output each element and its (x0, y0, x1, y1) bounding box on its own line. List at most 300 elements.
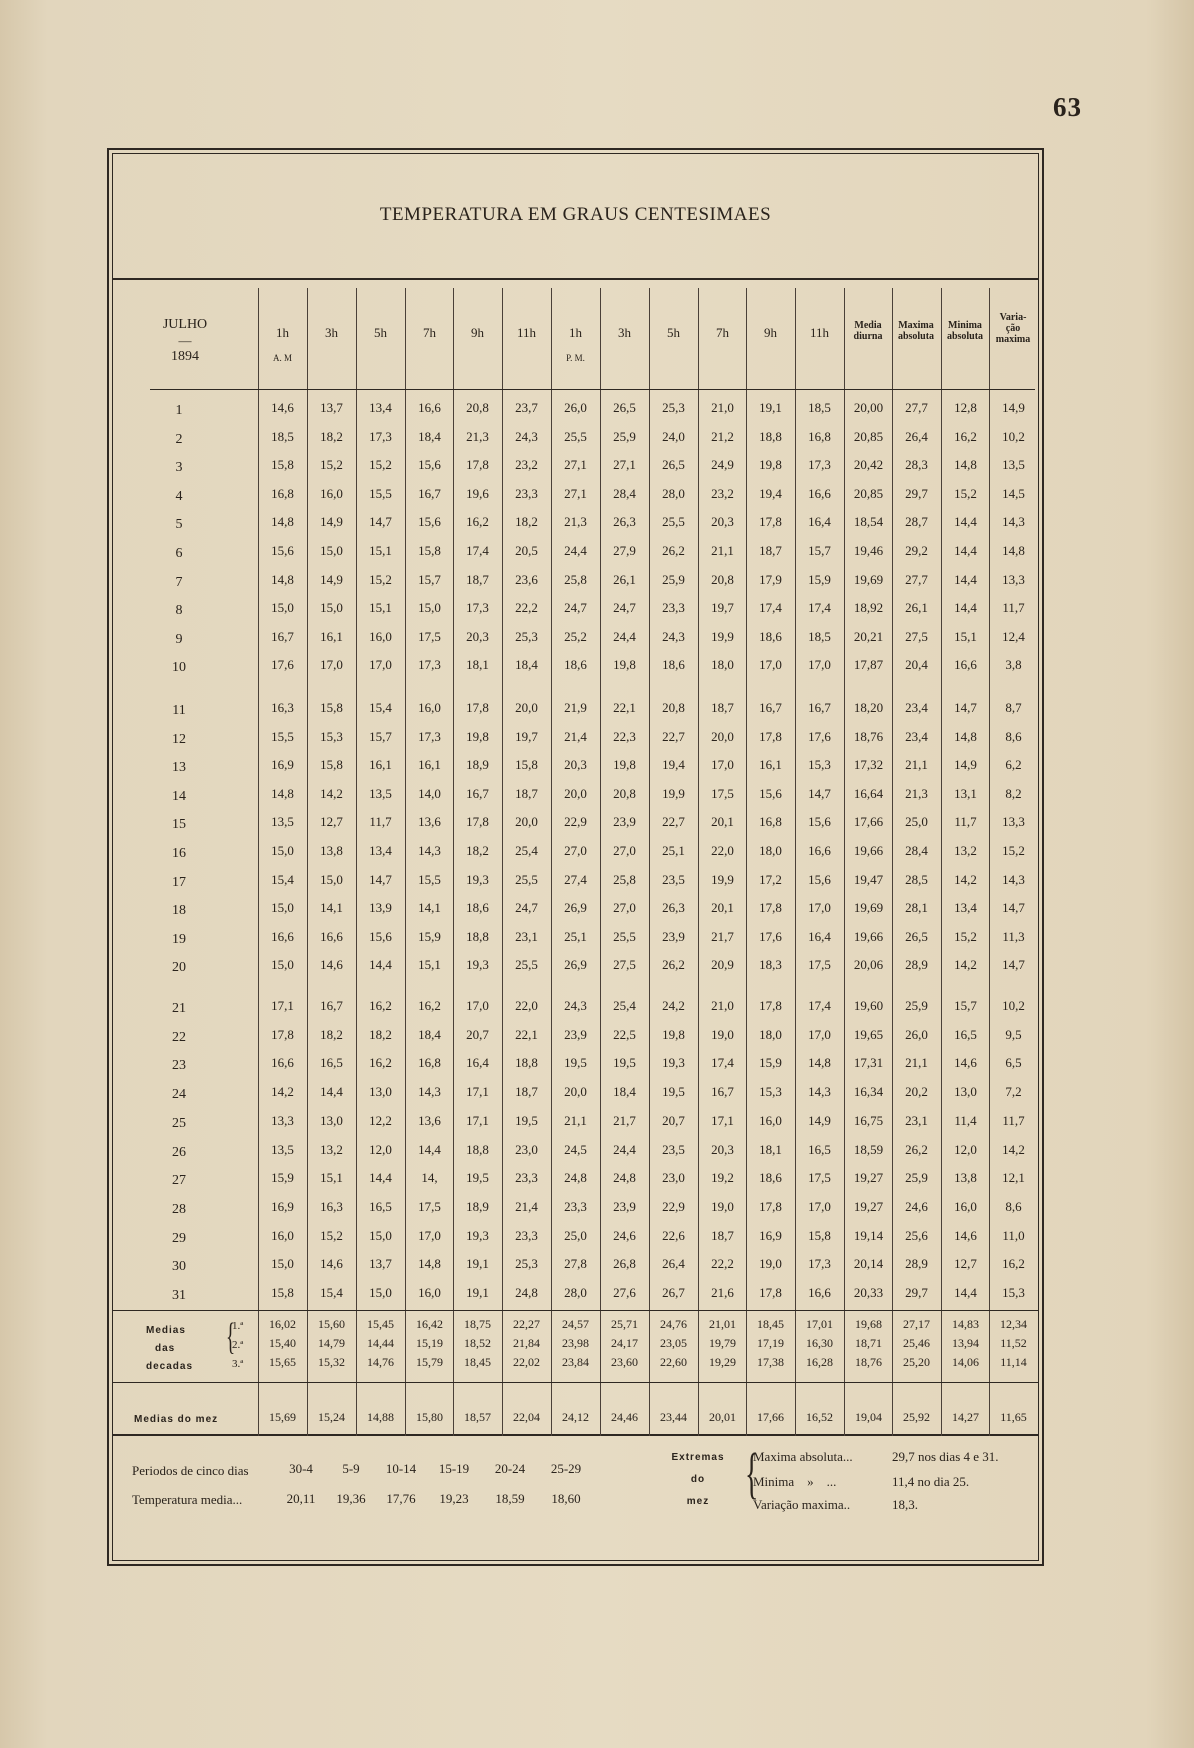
hour-header-9: 5h (667, 325, 680, 340)
table-cell: 19,4 (759, 485, 782, 501)
table-cell: 24,3 (662, 628, 685, 644)
table-cell: 13,3 (1002, 571, 1025, 587)
media-diurna-header-line-2: diurna (853, 331, 883, 342)
table-cell: 14,8 (808, 1055, 831, 1071)
table-cell: 11,7 (1002, 1112, 1025, 1128)
decada-cell: 16,42 (416, 1317, 443, 1331)
decada-cell: 23,98 (562, 1336, 589, 1350)
table-cell: 16,3 (320, 1198, 343, 1214)
table-cell: 23,4 (905, 728, 928, 744)
table-cell: 18,76 (853, 728, 884, 744)
table-cell: 25,3 (515, 1256, 538, 1272)
table-cell: 17,0 (320, 657, 343, 673)
table-cell: 17,3 (808, 457, 831, 473)
table-cell: 22,5 (613, 1026, 636, 1042)
table-cell: 25,3 (662, 400, 685, 415)
table-cell: 23,5 (662, 871, 685, 887)
hour-header-2: 3h (325, 325, 338, 340)
table-cell: 27,4 (564, 871, 587, 887)
table-cell: 17,1 (271, 998, 294, 1013)
table-cell: 13,8 (954, 1170, 977, 1186)
table-cell: 20,8 (711, 571, 734, 587)
decada-cell: 19,79 (709, 1336, 736, 1350)
day-number: 29 (172, 1230, 186, 1246)
day-number: 3 (175, 460, 183, 476)
table-cell: 19,8 (613, 757, 636, 773)
table-cell: 22,6 (662, 1227, 685, 1243)
table-cell: 27,8 (564, 1256, 587, 1272)
table-cell: 14,4 (418, 1141, 441, 1157)
periodos-label: Periodos de cinco dias (132, 1463, 249, 1478)
table-cell: 25,6 (905, 1227, 928, 1243)
table-cell: 17,4 (808, 998, 831, 1013)
table-cell: 16,8 (808, 428, 831, 444)
day-number: 25 (172, 1115, 186, 1131)
table-cell: 16,5 (954, 1026, 977, 1042)
day-number: 16 (172, 846, 186, 861)
table-cell: 27,7 (905, 571, 928, 587)
decada-cell: 24,17 (611, 1336, 638, 1350)
table-cell: 24,6 (613, 1227, 636, 1243)
day-number: 13 (172, 760, 186, 776)
table-cell: 20,1 (711, 814, 734, 830)
table-cell: 18,7 (711, 1227, 734, 1243)
table-cell: 20,0 (564, 785, 587, 801)
table-cell: 15,3 (1002, 1285, 1025, 1300)
table-cell: 14,2 (271, 1084, 294, 1100)
table-cell: 20,0 (711, 728, 734, 744)
table-cell: 23,3 (515, 485, 538, 501)
table-cell: 16,0 (320, 485, 343, 501)
table-cell: 25,4 (613, 998, 636, 1013)
decada-cell: 25,71 (611, 1317, 638, 1331)
table-cell: 19,3 (662, 1055, 685, 1071)
table-cell: 18,8 (466, 1141, 489, 1157)
period-temperature: 18,59 (495, 1491, 525, 1506)
table-cell: 27,0 (564, 843, 587, 858)
table-cell: 15,6 (759, 785, 782, 801)
table-cell: 26,3 (662, 900, 685, 916)
minima-absoluta-header-line-2: absoluta (946, 331, 984, 342)
table-cell: 15,9 (271, 1170, 294, 1186)
minima-absoluta-header-line-1: Minima (948, 320, 982, 331)
table-cell: 14,8 (418, 1256, 441, 1272)
header-bottom-rule (150, 389, 1035, 390)
table-cell: 14,1 (320, 900, 343, 916)
table-cell: 24,5 (564, 1141, 587, 1157)
table-cell: 18,7 (759, 543, 782, 558)
table-cell: 13,5 (271, 1141, 294, 1157)
decada-cell: 23,05 (660, 1336, 687, 1350)
table-cell: 13,5 (1002, 457, 1025, 473)
table-cell: 23,0 (515, 1141, 538, 1157)
hour-header-3: 5h (374, 325, 387, 340)
table-cell: 19,0 (711, 1198, 734, 1214)
table-cell: 16,6 (808, 843, 831, 858)
monthly-mean-cell: 23,44 (660, 1410, 687, 1424)
table-cell: 15,7 (954, 998, 977, 1013)
table-cell: 18,7 (711, 700, 734, 715)
table-cell: 13,1 (954, 785, 977, 801)
decada-marker-1: 1.ª (232, 1320, 244, 1332)
table-cell: 16,8 (271, 485, 294, 501)
table-cell: 16,0 (369, 628, 392, 644)
table-cell: 28,4 (613, 485, 636, 501)
table-cell: 17,6 (808, 728, 831, 744)
title-divider (112, 278, 1039, 280)
table-cell: 16,1 (418, 757, 441, 773)
table-cell: 18,6 (759, 1170, 782, 1186)
table-cell: 20,2 (905, 1084, 928, 1100)
table-cell: 15,5 (418, 871, 441, 887)
table-cell: 29,2 (905, 543, 928, 558)
table-cell: 16,2 (954, 428, 977, 444)
table-cell: 21,7 (613, 1112, 636, 1128)
table-cell: 18,4 (418, 428, 441, 444)
decada-cell: 23,84 (562, 1355, 589, 1369)
table-cell: 13,6 (418, 1112, 441, 1128)
table-cell: 16,6 (271, 928, 294, 944)
period-label: 30-4 (289, 1461, 313, 1476)
table-cell: 20,0 (515, 814, 538, 830)
table-cell: 17,8 (759, 900, 782, 916)
decada-cell: 18,52 (464, 1336, 491, 1350)
table-cell: 27,1 (613, 457, 636, 473)
table-cell: 19,8 (613, 657, 636, 673)
table-cell: 17,8 (271, 1026, 294, 1042)
table-cell: 23,3 (515, 1170, 538, 1186)
table-cell: 15,2 (954, 928, 977, 944)
table-cell: 26,4 (905, 428, 928, 444)
table-cell: 20,0 (515, 700, 538, 715)
table-cell: 17,31 (853, 1055, 884, 1071)
medias-mez-top-rule (112, 1382, 1039, 1383)
decada-cell: 12,34 (1000, 1317, 1027, 1331)
period-label: 15-19 (438, 1461, 470, 1476)
decada-cell: 15,19 (416, 1336, 443, 1350)
monthly-mean-cell: 15,80 (416, 1410, 443, 1424)
table-cell: 16,3 (271, 700, 294, 715)
table-cell: 8,6 (1005, 728, 1022, 744)
table-cell: 25,1 (564, 928, 587, 944)
table-cell: 15,0 (369, 1227, 392, 1243)
table-cell: 15,1 (369, 600, 392, 616)
table-cell: 24,6 (905, 1198, 928, 1214)
table-cell: 13,5 (271, 814, 294, 830)
table-cell: 11,4 (954, 1112, 977, 1128)
table-cell: 26,1 (613, 571, 636, 587)
table-cell: 13,0 (320, 1112, 343, 1128)
table-cell: 14,4 (954, 514, 977, 530)
table-cell: 26,3 (613, 514, 636, 530)
table-cell: 23,9 (613, 814, 636, 830)
table-cell: 14,7 (808, 785, 831, 801)
table-cell: 16,0 (418, 700, 441, 715)
table-cell: 15,0 (271, 957, 294, 973)
table-cell: 14,6 (954, 1055, 977, 1071)
day-number: 23 (172, 1058, 186, 1074)
table-cell: 15,6 (369, 928, 392, 944)
table-cell: 20,00 (853, 400, 884, 415)
table-cell: 13,4 (369, 400, 392, 415)
table-cell: 25,5 (662, 514, 685, 530)
table-cell: 14,4 (954, 571, 977, 587)
table-cell: 25,1 (662, 843, 685, 858)
table-cell: 19,9 (711, 628, 734, 644)
table-cell: 16,4 (808, 928, 831, 944)
period-label: 5-9 (342, 1461, 360, 1476)
table-cell: 22,1 (515, 1026, 538, 1042)
table-cell: 19,8 (662, 1026, 685, 1042)
table-cell: 15,1 (369, 543, 392, 558)
table-cell: 14,7 (954, 700, 977, 715)
extremas-label-3: mez (686, 1496, 710, 1507)
decada-cell: 15,79 (416, 1355, 443, 1369)
hour-header-7: 1h (569, 325, 582, 340)
decada-cell: 19,68 (855, 1317, 882, 1331)
table-cell: 17,4 (466, 543, 489, 558)
decada-marker-3: 3.ª (232, 1358, 244, 1370)
table-cell: 16,6 (320, 928, 343, 944)
decada-cell: 23,60 (611, 1355, 638, 1369)
table-cell: 23,4 (905, 700, 928, 715)
table-cell: 23,0 (662, 1170, 685, 1186)
table-cell: 21,0 (711, 998, 734, 1013)
decada-cell: 25,46 (903, 1336, 930, 1350)
table-cell: 16,2 (369, 998, 392, 1013)
table-cell: 24,7 (564, 600, 587, 616)
variacao-maxima-header-line-1: Varia- (999, 312, 1027, 323)
table-cell: 19,47 (853, 871, 884, 887)
hour-header-11: 9h (764, 325, 777, 340)
table-cell: 14,7 (369, 514, 392, 530)
table-cell: 20,3 (711, 1141, 734, 1157)
day-number: 30 (172, 1259, 186, 1275)
table-cell: 17,4 (808, 600, 831, 616)
table-cell: 16,7 (320, 998, 343, 1013)
table-cell: 14,9 (954, 757, 977, 773)
table-cell: 21,1 (564, 1112, 587, 1128)
table-cell: 19,2 (711, 1170, 734, 1186)
monthly-mean-cell: 24,46 (611, 1410, 638, 1424)
decada-cell: 14,06 (952, 1355, 979, 1369)
table-cell: 15,6 (418, 514, 441, 530)
decada-cell: 19,29 (709, 1355, 736, 1369)
day-number: 12 (172, 731, 186, 747)
table-cell: 19,8 (466, 728, 489, 744)
table-cell: 15,2 (369, 457, 392, 473)
day-number: 4 (175, 488, 183, 504)
monthly-mean-cell: 22,04 (513, 1410, 540, 1424)
table-cell: 18,5 (808, 400, 831, 415)
variacao-maxima-header-line-3: maxima (995, 334, 1031, 345)
table-cell: 21,3 (466, 428, 489, 444)
table-cell: 17,1 (711, 1112, 734, 1128)
table-cell: 26,2 (905, 1141, 928, 1157)
decada-cell: 15,45 (367, 1317, 394, 1331)
table-cell: 17,5 (808, 957, 831, 973)
table-cell: 26,7 (662, 1285, 685, 1300)
table-cell: 25,5 (564, 428, 587, 444)
decada-cell: 13,94 (952, 1336, 979, 1350)
table-cell: 18,7 (515, 785, 538, 801)
table-cell: 16,9 (271, 757, 294, 773)
day-number: 18 (172, 903, 186, 919)
table-cell: 17,0 (808, 1026, 831, 1042)
table-cell: 15,2 (320, 1227, 343, 1243)
table-cell: 14,2 (954, 871, 977, 887)
table-cell: 18,4 (418, 1026, 441, 1042)
table-cell: 17,8 (466, 457, 489, 473)
table-cell: 13,6 (418, 814, 441, 830)
table-cell: 16,8 (759, 814, 782, 830)
table-cell: 19,1 (759, 400, 782, 415)
table-cell: 19,69 (853, 571, 884, 587)
table-cell: 12,8 (954, 400, 977, 415)
table-cell: 20,8 (662, 700, 685, 715)
decada-cell: 16,02 (269, 1317, 296, 1331)
media-diurna-header-line-1: Media (854, 320, 882, 331)
day-number: 21 (172, 1001, 186, 1016)
table-cell: 20,8 (613, 785, 636, 801)
table-cell: 28,1 (905, 900, 928, 916)
table-cell: 24,4 (564, 543, 587, 558)
table-cell: 19,46 (853, 543, 884, 558)
decada-cell: 25,20 (903, 1355, 930, 1369)
table-cell: 17,6 (271, 657, 294, 673)
table-cell: 24,7 (515, 900, 538, 916)
table-cell: 17,5 (418, 628, 441, 644)
table-cell: 19,8 (759, 457, 782, 473)
table-cell: 13,2 (320, 1141, 343, 1157)
table-cell: 14,4 (954, 1285, 977, 1300)
decadas-brace: { (226, 1316, 236, 1358)
table-cell: 14,4 (954, 543, 977, 558)
table-cell: 27,0 (613, 900, 636, 916)
table-cell: 15,7 (418, 571, 441, 587)
decada-cell: 21,84 (513, 1336, 540, 1350)
table-cell: 20,33 (853, 1285, 884, 1300)
table-cell: 19,5 (564, 1055, 587, 1071)
table-cell: 27,0 (613, 843, 636, 858)
decada-cell: 14,76 (367, 1355, 394, 1369)
table-cell: 13,9 (369, 900, 392, 916)
table-cell: 17,3 (418, 657, 441, 673)
table-cell: 27,6 (613, 1285, 636, 1300)
table-cell: 21,4 (564, 728, 587, 744)
extrema-variacao-label: Variação maxima.. (753, 1497, 851, 1512)
decada-cell: 16,30 (806, 1336, 833, 1350)
table-cell: 28,3 (905, 457, 928, 473)
table-cell: 16,9 (271, 1198, 294, 1214)
table-cell: 17,5 (418, 1198, 441, 1214)
table-cell: 22,9 (564, 814, 587, 830)
month-label: JULHO (162, 317, 208, 332)
table-cell: 19,3 (466, 957, 489, 973)
table-cell: 17,4 (711, 1055, 734, 1071)
table-cell: 13,4 (369, 843, 392, 858)
table-cell: 16,1 (369, 757, 392, 773)
table-cell: 25,0 (905, 814, 928, 830)
table-cell: 25,8 (564, 571, 587, 587)
table-cell: 26,1 (905, 600, 928, 616)
table-cell: 14,3 (1002, 514, 1025, 530)
table-cell: 15,9 (418, 928, 441, 944)
table-cell: 14,9 (320, 571, 343, 587)
page-number: 63 (1053, 92, 1082, 122)
table-cell: 15,2 (1002, 843, 1025, 858)
footer-divider (112, 1434, 1039, 1436)
decada-cell: 14,44 (367, 1336, 394, 1350)
table-cell: 10,2 (1002, 428, 1025, 444)
decada-cell: 18,75 (464, 1317, 491, 1331)
table-cell: 19,27 (853, 1170, 884, 1186)
table-cell: 3,8 (1005, 657, 1022, 673)
table-cell: 19,1 (466, 1256, 489, 1272)
table-cell: 16,75 (853, 1112, 884, 1128)
table-cell: 19,6 (466, 485, 489, 501)
table-cell: 28,0 (564, 1285, 587, 1300)
table-cell: 20,1 (711, 900, 734, 916)
table-cell: 17,5 (808, 1170, 831, 1186)
table-cell: 16,7 (418, 485, 441, 501)
table-cell: 16,2 (369, 1055, 392, 1071)
year-label: 1894 (171, 349, 199, 364)
table-cell: 16,5 (808, 1141, 831, 1157)
table-cell: 23,9 (564, 1026, 587, 1042)
table-cell: 18,5 (271, 428, 294, 444)
table-cell: 25,5 (515, 871, 538, 887)
table-cell: 16,2 (466, 514, 489, 530)
day-number: 27 (172, 1173, 186, 1189)
decada-cell: 15,65 (269, 1355, 296, 1369)
table-cell: 18,3 (759, 957, 782, 973)
table-cell: 19,3 (466, 871, 489, 887)
table-cell: 28,5 (905, 871, 928, 887)
table-cell: 25,4 (515, 843, 538, 858)
table-cell: 16,6 (418, 400, 441, 415)
table-cell: 23,6 (515, 571, 538, 587)
table-cell: 20,8 (466, 400, 489, 415)
day-number: 31 (172, 1288, 186, 1303)
table-cell: 26,0 (564, 400, 587, 415)
table-cell: 28,4 (905, 843, 928, 858)
table-cell: 14,2 (1002, 1141, 1025, 1157)
decada-cell: 17,19 (757, 1336, 784, 1350)
table-cell: 21,7 (711, 928, 734, 944)
decadas-label-1: Medias (146, 1325, 186, 1336)
table-cell: 21,1 (711, 543, 734, 558)
table-cell: 24,4 (613, 1141, 636, 1157)
table-cell: 12,2 (369, 1112, 392, 1128)
table-cell: 15,7 (369, 728, 392, 744)
table-cell: 19,65 (853, 1026, 884, 1042)
table-cell: 15,9 (759, 1055, 782, 1071)
monthly-mean-cell: 15,24 (318, 1410, 345, 1424)
period-label: 25-29 (550, 1461, 582, 1476)
table-cell: 14,9 (320, 514, 343, 530)
table-cell: 18,9 (466, 757, 489, 773)
variacao-maxima-header-line-2: ção (1005, 323, 1021, 334)
table-cell: 17,0 (808, 900, 831, 916)
table-cell: 23,3 (662, 600, 685, 616)
table-cell: 28,7 (905, 514, 928, 530)
table-cell: 15,4 (271, 871, 294, 887)
extrema-variacao-value: 18,3. (892, 1497, 918, 1512)
table-cell: 15,1 (954, 628, 977, 644)
monthly-mean-cell: 20,01 (709, 1410, 736, 1424)
table-cell: 13,2 (954, 843, 977, 858)
